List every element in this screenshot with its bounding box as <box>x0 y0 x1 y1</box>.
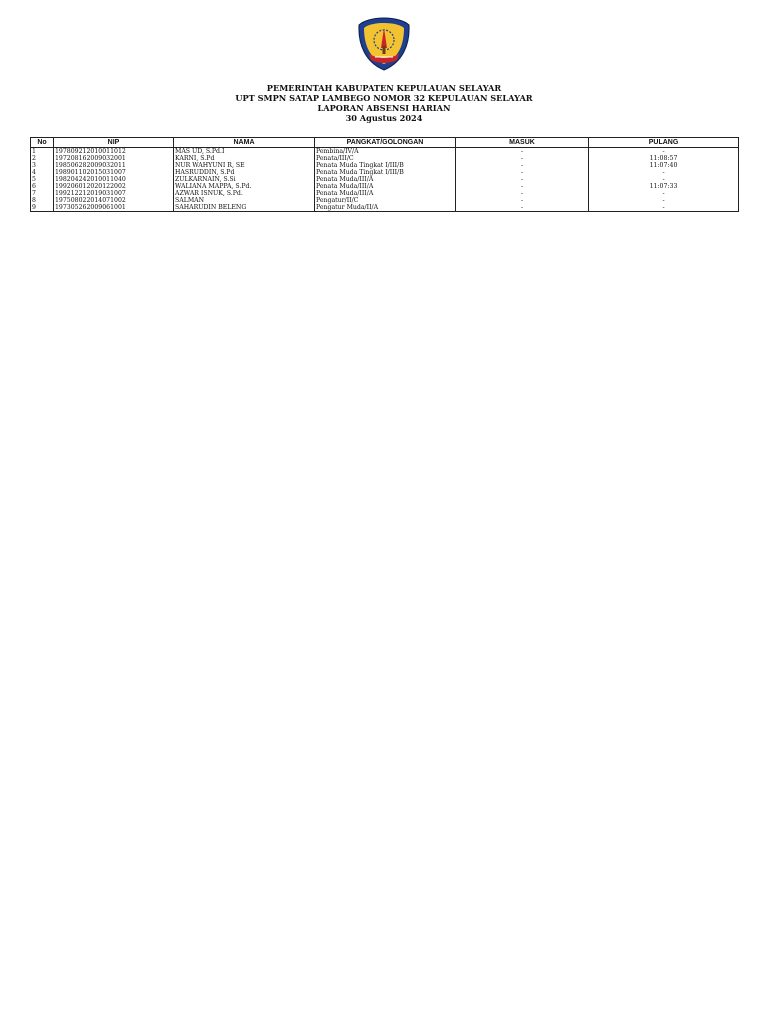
government-title: PEMERINTAH KABUPATEN KEPULAUAN SELAYAR <box>266 83 502 93</box>
cell-pulang: - <box>589 169 739 176</box>
cell-nip: 199212212019031007 <box>54 190 174 197</box>
cell-nip: 198901102015031007 <box>54 169 174 176</box>
table-row <box>31 155 739 162</box>
cell-nip: 197305262009061001 <box>54 204 174 212</box>
cell-nip: 198506282009032011 <box>54 162 174 169</box>
cell-masuk: - <box>456 162 589 169</box>
report-title: LAPORAN ABSENSI HARIAN <box>317 103 451 113</box>
cell-no: 6 <box>31 183 54 190</box>
cell-no: 3 <box>31 162 54 169</box>
table-row <box>31 148 739 156</box>
col-no: No <box>31 138 54 148</box>
cell-nama: MAS UD, S.Pd.I <box>174 148 315 156</box>
cell-no: 4 <box>31 169 54 176</box>
table-row <box>31 162 739 169</box>
cell-nama: NUR WAHYUNI R, SE <box>174 162 315 169</box>
cell-masuk: - <box>456 176 589 183</box>
cell-pangkat: Penata/III/C <box>315 155 456 162</box>
cell-nip: 198204242010011040 <box>54 176 174 183</box>
cell-nama: AZWAR ISNUK, S.Pd. <box>174 190 315 197</box>
cell-pulang: - <box>589 190 739 197</box>
cell-masuk: - <box>456 190 589 197</box>
col-pangkat: PANGKAT/GOLONGAN <box>315 138 456 148</box>
table-row <box>31 176 739 183</box>
col-nip: NIP <box>54 138 174 148</box>
cell-no: 7 <box>31 190 54 197</box>
table-header-row <box>31 138 739 148</box>
cell-no: 1 <box>31 148 54 156</box>
cell-pulang: 11:07:40 <box>589 162 739 169</box>
cell-pulang: 11:08:57 <box>589 155 739 162</box>
cell-nama: WALIANA MAPPA, S.Pd. <box>174 183 315 190</box>
cell-pangkat: Penata Muda/III/A <box>315 190 456 197</box>
cell-no: 8 <box>31 197 54 204</box>
col-pulang: PULANG <box>589 138 739 148</box>
cell-nama: KARNI, S.Pd <box>174 155 315 162</box>
cell-nip: 199206012020122002 <box>54 183 174 190</box>
cell-pulang: 11:07:33 <box>589 183 739 190</box>
cell-masuk: - <box>456 183 589 190</box>
cell-no: 2 <box>31 155 54 162</box>
cell-pangkat: Penata Muda Tingkat I/III/B <box>315 162 456 169</box>
cell-pulang: - <box>589 204 739 212</box>
report-date: 30 Agustus 2024 <box>345 113 423 123</box>
cell-pangkat: Pengatur/II/C <box>315 197 456 204</box>
cell-nip: 197508022014071002 <box>54 197 174 204</box>
cell-pangkat: Penata Muda/III/A <box>315 183 456 190</box>
cell-nama: SAHARUDIN BELENG <box>174 204 315 212</box>
table-row <box>31 197 739 204</box>
cell-masuk: - <box>456 169 589 176</box>
school-title: UPT SMPN SATAP LAMBEGO NOMOR 32 KEPULAUAN SELAYAR <box>235 93 533 103</box>
cell-nip: 197208162009032001 <box>54 155 174 162</box>
table-row <box>31 190 739 197</box>
cell-nama: HASRUDDIN, S.Pd <box>174 169 315 176</box>
cell-pangkat: Penata Muda/III/A <box>315 176 456 183</box>
col-nama: NAMA <box>174 138 315 148</box>
cell-pangkat: Penata Muda Tingkat I/III/B <box>315 169 456 176</box>
cell-pulang: - <box>589 148 739 156</box>
col-masuk: MASUK <box>456 138 589 148</box>
cell-pangkat: Pembina/IV/A <box>315 148 456 156</box>
cell-masuk: - <box>456 197 589 204</box>
attendance-table <box>30 137 739 212</box>
cell-pangkat: Pengatur Muda/II/A <box>315 204 456 212</box>
cell-nip: 197809212010011012 <box>54 148 174 156</box>
cell-pulang: - <box>589 176 739 183</box>
cell-masuk: - <box>456 204 589 212</box>
table-row <box>31 183 739 190</box>
cell-nama: ZULKARNAIN, S.Si <box>174 176 315 183</box>
cell-masuk: - <box>456 155 589 162</box>
table-row <box>31 204 739 212</box>
cell-nama: SALMAN <box>174 197 315 204</box>
crest-icon <box>357 16 411 72</box>
report-header <box>0 83 768 123</box>
cell-masuk: - <box>456 148 589 156</box>
cell-no: 5 <box>31 176 54 183</box>
cell-no: 9 <box>31 204 54 212</box>
table-row <box>31 169 739 176</box>
cell-pulang: - <box>589 197 739 204</box>
